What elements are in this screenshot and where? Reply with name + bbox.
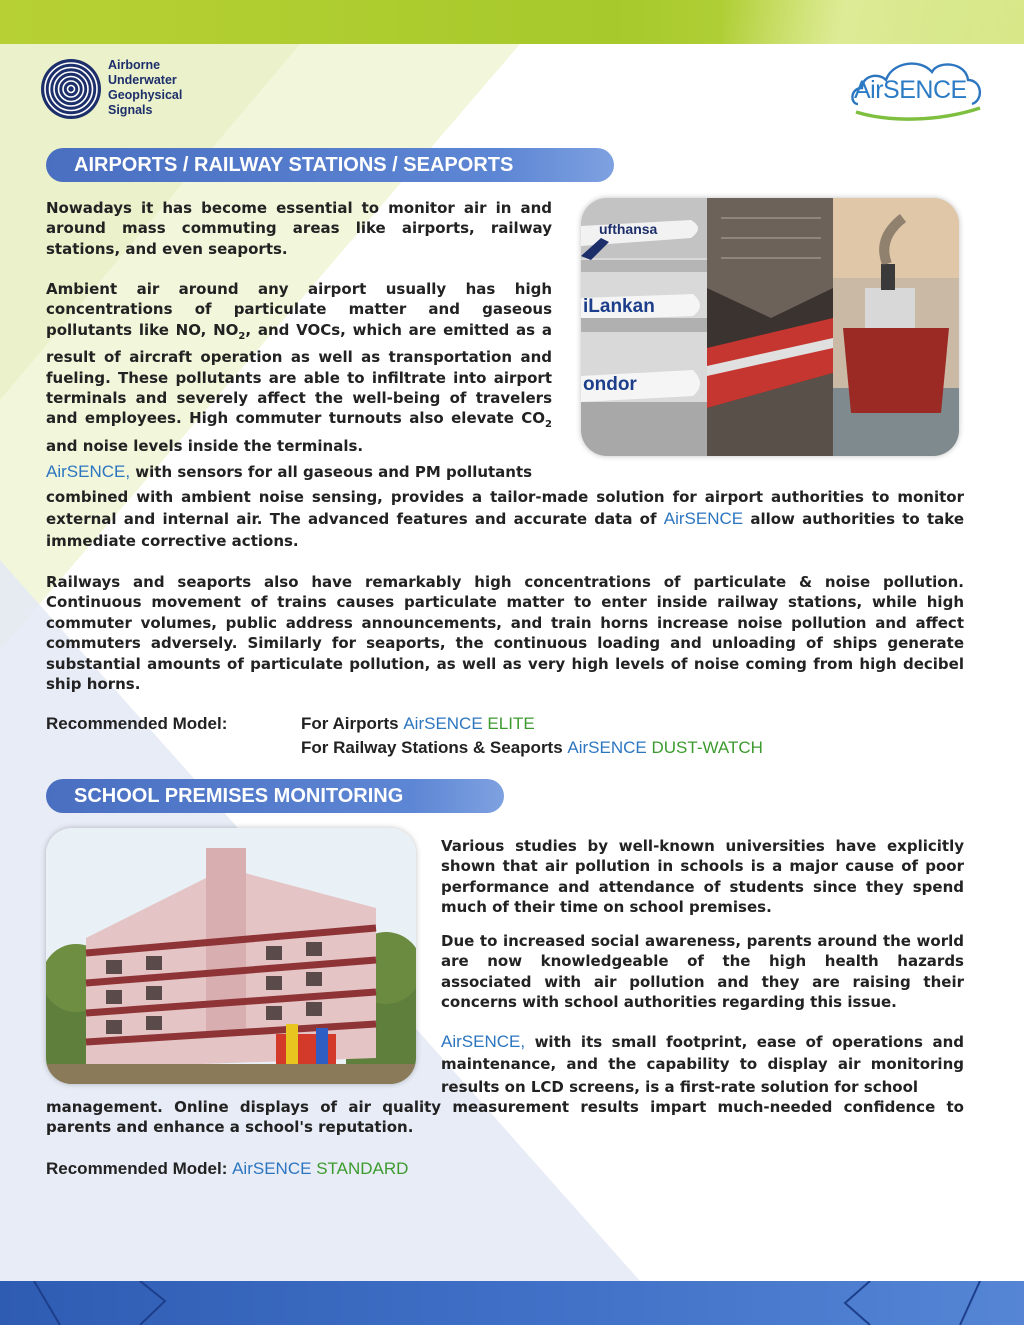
brand-airsence-school: AirSENCE, xyxy=(441,1032,526,1051)
school-photo xyxy=(46,828,416,1084)
p2-sub-2: 2 xyxy=(545,419,552,431)
rec3-model: STANDARD xyxy=(316,1159,409,1178)
school-airsence-paragraph xyxy=(441,1031,964,1098)
airsence-airport-line xyxy=(46,462,586,482)
rec2-brand: AirSENCE xyxy=(567,738,647,757)
augs-logo-text xyxy=(108,58,182,118)
section-title-school: SCHOOL PREMISES MONITORING xyxy=(46,779,504,813)
section-title-airports: AIRPORTS / RAILWAY STATIONS / SEAPORTS xyxy=(46,148,614,182)
concentric-rings-logo-icon xyxy=(40,58,102,120)
rec2-prefix: For Railway Stations & Seaports xyxy=(301,738,568,757)
recommended-label-1: Recommended Model: xyxy=(46,714,228,733)
logo-line-3: Geophysical xyxy=(108,88,183,102)
p3-part-a: with sensors for all gaseous and PM pollutants xyxy=(130,463,533,481)
airsence-airport-paragraph xyxy=(46,486,964,552)
header-band-highlight xyxy=(724,0,1024,44)
brand-airsence-inline-1: AirSENCE, xyxy=(46,462,131,481)
airsence-logo-text: AirSENCE xyxy=(854,76,967,104)
p3-part-c: allow authorities to take immediate corrective actions. xyxy=(46,510,965,550)
footer-decoration xyxy=(0,1281,1024,1325)
airsence-logo xyxy=(848,52,988,122)
rec2-model: DUST-WATCH xyxy=(651,738,763,757)
transport-photo-illustration xyxy=(581,198,959,456)
photo-label-srilankan: iLankan xyxy=(583,296,655,317)
school-awareness-paragraph: Due to increased social awareness, parents around the world are now knowledgeable of the high health hazards associated with air pollution and they are raising their concerns with school authorities regarding this issue. xyxy=(441,932,964,1012)
p2-sub-1: 2 xyxy=(238,330,246,342)
brand-airsence-inline-2: AirSENCE xyxy=(663,509,744,528)
p2-part-c: and noise levels inside the terminals. xyxy=(46,436,364,455)
railways-seaports-paragraph: Railways and seaports also have remarkably high concentrations of particulate & noise pollution. Continuous movement of trains causes particulate matter to enter inside railway stations, while high commuter volumes, public address announcements, and train horns increase noise pollution and affect commuters adversely. Similarly for seaports, the continuous loading and unloading of ships generate substantial amounts of particulate pollution, as well as very high levels of noise coming from high decibel ship horns. xyxy=(46,573,964,694)
rec1-brand: AirSENCE xyxy=(403,714,483,733)
p2-part-a: Ambient air around any airport usually has high concentrations of particulate matter and gaseous pollutants like NO, NO xyxy=(46,280,552,339)
airports-intro-paragraph: Nowadays it has become essential to monitor air in and around mass commuting areas like airports, railway stations, and even seaports. xyxy=(46,199,552,258)
school-photo-illustration xyxy=(46,828,416,1084)
school-p3-part-a: with its small footprint, ease of operations and maintenance, and the capability to display air monitoring results on LCD screens, is a first-rate solution for school xyxy=(441,1033,964,1096)
p3-part-b: combined with ambient noise sensing, provides a tailor-made solution for airport authorities to monitor external and internal air. The advanced features and accurate data of xyxy=(46,488,964,528)
photo-label-condor: ondor xyxy=(583,374,637,395)
school-studies-paragraph: Various studies by well-known universities have explicitly shown that air pollution in schools is a major cause of poor performance and attendance of students since they spend much of their time on school premises. xyxy=(441,837,964,917)
recommended-airports xyxy=(301,714,535,734)
airports-pollutants-paragraph xyxy=(46,279,552,456)
recommended-railways-seaports xyxy=(301,738,763,758)
school-airsence-paragraph-continued: management. Online displays of air quality measurement results impart much-needed confidence to parents and enhance a school's reputation. xyxy=(46,1098,964,1137)
logo-line-4: Signals xyxy=(108,103,153,117)
transport-photo xyxy=(581,198,959,456)
logo-line-1: Airborne xyxy=(108,58,161,72)
rec1-prefix: For Airports xyxy=(301,714,404,733)
recommended-school xyxy=(46,1159,408,1179)
rec1-model: ELITE xyxy=(487,714,535,733)
p2-part-b: , and VOCs, which are emitted as a result of aircraft operation as well as transportation and fueling. These pollutants are able to infiltrate into airport terminals and severely affect the well-being of travelers and employees. High commuter turnouts also elevate CO xyxy=(46,320,552,428)
logo-line-2: Underwater xyxy=(108,73,177,87)
augs-logo xyxy=(40,58,240,124)
rec3-brand: AirSENCE xyxy=(232,1159,312,1178)
photo-label-lufthansa: ufthansa xyxy=(599,221,658,237)
recommended-label-2: Recommended Model: xyxy=(46,1159,233,1178)
